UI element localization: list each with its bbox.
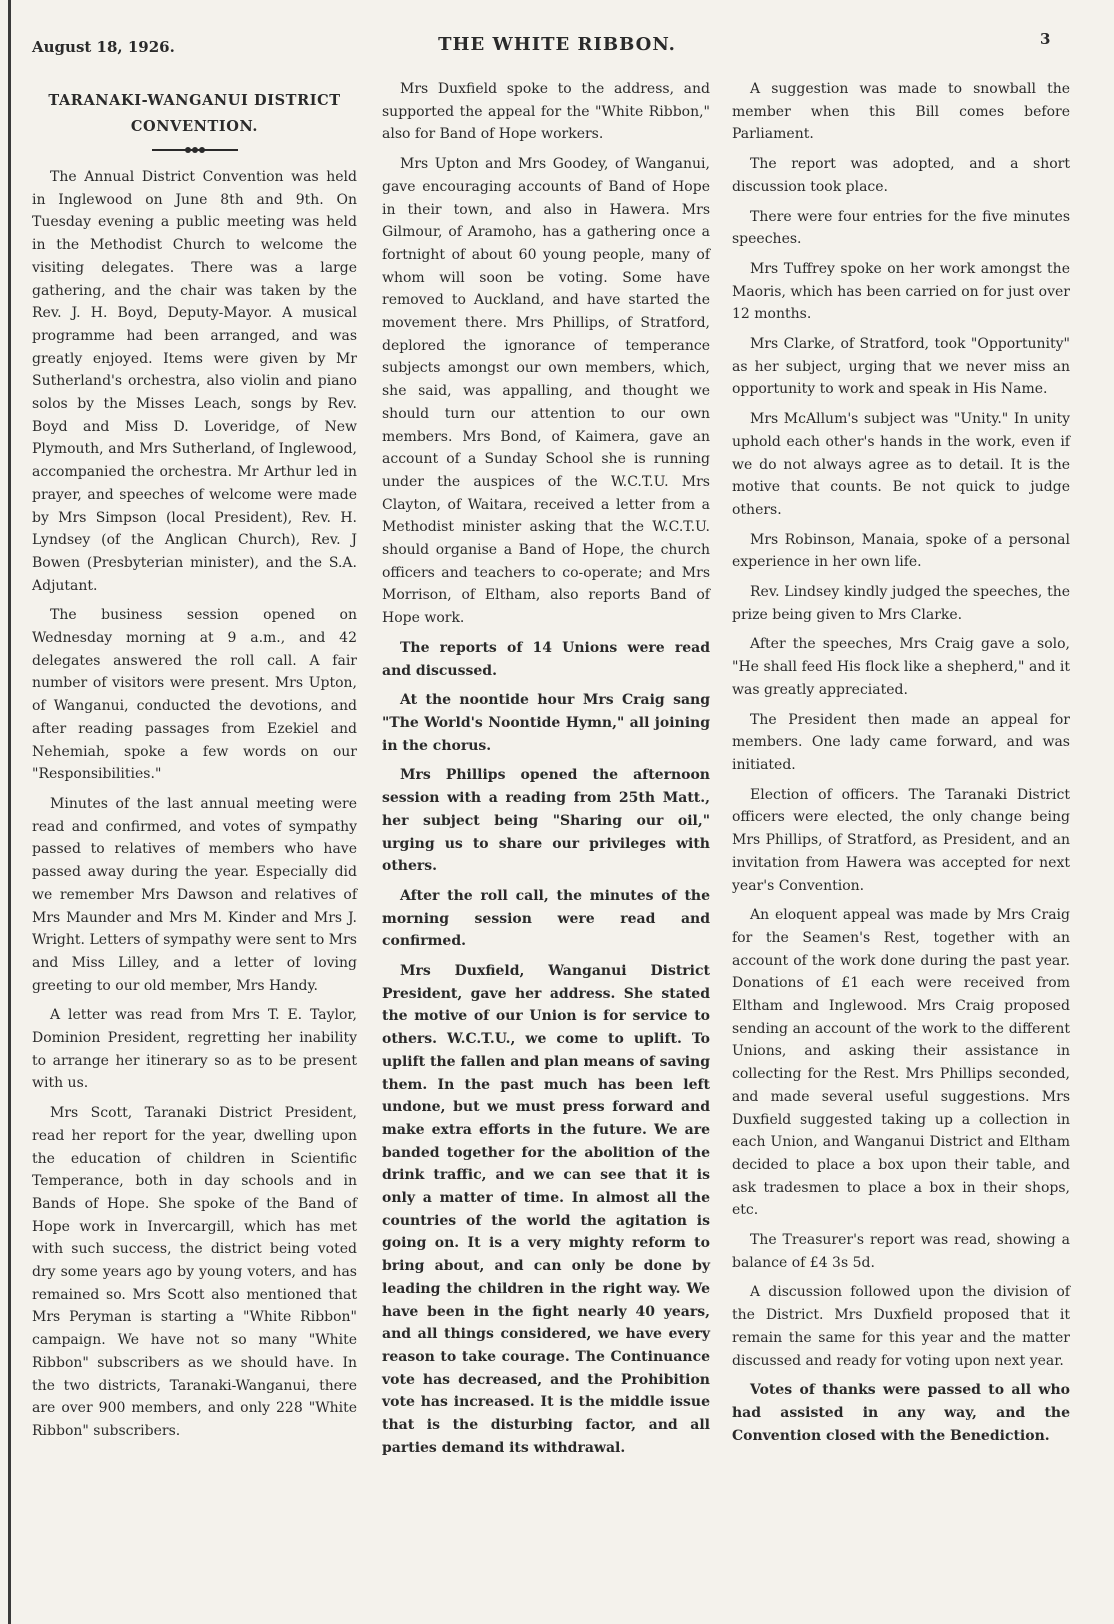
paragraph: Mrs Scott, Taranaki District President, read her report for the year, dwelling upon the education of children in Scientific Temperance, both in day schools and in Bands of Hope. She spoke of the Band of Hope work in Invercargill, which has met with such success, the district being voted dry some years ago by young voters, and has remained so. Mrs Scott also mentioned that Mrs Peryman is starting a "White Ribbon" campaign. We have not so many "White Ribbon" subscribers as we should have. In the two districts, Taranaki-Wanganui, there are over 900 members, and only 228 "White Ribbon" subscribers. [32, 1105, 357, 1439]
paragraph: After the roll call, the minutes of the morning session were read and confirmed. [382, 887, 710, 950]
paragraph: Mrs McAllum's subject was "Unity." In unity uphold each other's hands in the work, even if we do not always agree as to detail. It is the motive that counts. Be not quick to judge others. [732, 411, 1070, 518]
paragraph: The Annual District Convention was held in Inglewood on June 8th and 9th. On Tuesday evening a public meeting was held in the Methodist Church to welcome the visiting delegates. There was a large gathering, and the chair was taken by the Rev. J. H. Boyd, Deputy-Mayor. A musical programme had been arranged, and was greatly enjoyed. Items were given by Mr Sutherland's orchestra, also violin and piano solos by the Misses Leach, songs by Rev. Boyd and Miss D. Loveridge, of New Plymouth, and Mrs Sutherland, of Inglewood, accompanied the orchestra. Mr Arthur led in prayer, and speeches of welcome were made by Mrs Simpson (local President), Rev. H. Lyndsey (of the Anglican Church), Rev. J Bowen (Presbyterian minister), and the S.A. Adjutant. [32, 169, 357, 594]
page-edge-rule [8, 0, 11, 1624]
paragraph: Mrs Duxfield, Wanganui District President, gave her address. She stated the motive of our Union is for service to others. W.C.T.U., we come to uplift. To uplift the fallen and plan means of saving them. In the past much has been left undone, but we must press forward and make extra efforts in the future. We are banded together for the abolition of the drink traffic, and we can see that it is only a matter of time. In almost all the countries of the world the agitation is going on. It is a very mighty reform to bring about, and can only be done by leading the children in the right way. We have been in the fight nearly 40 years, and all things considered, we have every reason to take courage. The Continuance vote has decreased, and the Prohibition vote has increased. It is the middle issue that is the disturbing factor, and all parties demand its withdrawal. [382, 963, 710, 1456]
paragraph: A letter was read from Mrs T. E. Taylor, Dominion President, regretting her inability to arrange her itinerary so as to be present with us. [32, 1007, 357, 1092]
paragraph: Mrs Clarke, of Stratford, took "Opportunity" as her subject, urging that we never miss an opportunity to work and speak in His Name. [732, 336, 1070, 398]
paragraph: Rev. Lindsey kindly judged the speeches, the prize being given to Mrs Clarke. [732, 584, 1070, 623]
masthead-title: THE WHITE RIBBON. [438, 34, 676, 55]
paragraph: The President then made an appeal for members. One lady came forward, and was initiated. [732, 711, 1070, 773]
paragraph: Minutes of the last annual meeting were read and confirmed, and votes of sympathy passed to relatives of members who have passed away during the year. Especially did we remember Mrs Dawson and relatives of Mrs Maunder and Mrs M. Kinder and Mrs J. Wright. Letters of sympathy were sent to Mrs and Miss Lilley, and a letter of loving greeting to our old member, Mrs Handy. [32, 795, 357, 994]
paragraph: A discussion followed upon the division of the District. Mrs Duxfield proposed that it remain the same for this year and the matter discussed and ready for voting upon next year. [732, 1284, 1070, 1369]
page-number: 3 [1040, 30, 1051, 48]
column-1 [32, 78, 357, 1450]
paragraph: An eloquent appeal was made by Mrs Craig for the Seamen's Rest, together with an account of the work done during the past year. Donations of £1 each were received from Eltham and Inglewood. Mrs Craig proposed sending an account of the work to the different Unions, and asking their assistance in collecting for the Rest. Mrs Phillips seconded, and made several useful suggestions. Mrs Duxfield suggested taking up a collection in each Union, and Wanganui District and Eltham decided to place a box upon their table, and ask tradesmen to place a box in their shops, etc. [732, 907, 1070, 1219]
paragraph: At the noontide hour Mrs Craig sang "The World's Noontide Hymn," all joining in the chorus. [382, 692, 710, 754]
column-3 [732, 78, 1070, 1454]
paragraph: Mrs Tuffrey spoke on her work amongst the Maoris, which has been carried on for just over 12 months. [732, 260, 1070, 323]
column-2 [382, 78, 710, 1466]
paragraph: The reports of 14 Unions were read and discussed. [382, 639, 710, 679]
issue-date: August 18, 1926. [32, 38, 175, 56]
paragraph: The Treasurer's report was read, showing a balance of £4 3s 5d. [732, 1232, 1070, 1271]
paragraph: Votes of thanks were passed to all who had assisted in any way, and the Convention closed with the Benediction. [732, 1382, 1070, 1444]
paragraph: The business session opened on Wednesday morning at 9 a.m., and 42 delegates answered the roll call. A fair number of visitors were present. Mrs Upton, of Wanganui, conducted the devotions, and after reading passages from Ezekiel and Nehemiah, spoke a few words on our "Responsibilities." [32, 607, 357, 783]
paragraph: After the speeches, Mrs Craig gave a solo, "He shall feed His flock like a shepherd," and it was greatly appreciated. [732, 636, 1070, 698]
article-title-line-2: CONVENTION. [130, 118, 259, 135]
paragraph: There were four entries for the five minutes speeches. [732, 208, 1070, 248]
paragraph: Mrs Robinson, Manaia, spoke of a personal experience in her own life. [732, 531, 1070, 571]
title-ornament-divider [32, 146, 357, 154]
paragraph: Mrs Duxfield spoke to the address, and supported the appeal for the "White Ribbon," also for Band of Hope workers. [382, 81, 710, 143]
paragraph: The report was adopted, and a short discussion took place. [732, 156, 1070, 195]
article-title [32, 88, 357, 140]
paragraph: A suggestion was made to snowball the member when this Bill comes before Parliament. [732, 81, 1070, 143]
article-title-line-1: TARANAKI-WANGANUI DISTRICT [48, 92, 341, 109]
paragraph: Election of officers. The Taranaki District officers were elected, the only change being Mrs Phillips, of Stratford, as President, and an invitation from Hawera was accepted for next year's Convention. [732, 786, 1070, 894]
paragraph: Mrs Phillips opened the afternoon session with a reading from 25th Matt., her subject being "Sharing our oil," urging us to share our privileges with others. [382, 767, 710, 875]
paragraph: Mrs Upton and Mrs Goodey, of Wanganui, gave encouraging accounts of Band of Hope in their town, and also in Hawera. Mrs Gilmour, of Aramoho, has a gathering once a fortnight of about 60 young people, many of whom will soon be voting. Some have removed to Auckland, and have started the movement there. Mrs Phillips, of Stratford, deplored the ignorance of temperance subjects amongst our own members, which, she said, was appalling, and thought we should turn our attention to our own members. Mrs Bond, of Kaimera, gave an account of a Sunday School she is running under the auspices of the W.C.T.U. Mrs Clayton, of Waitara, received a letter from a Methodist minister asking that the W.C.T.U. should organise a Band of Hope, the church officers and teachers to co-operate; and Mrs Morrison, of Eltham, also reports Band of Hope work. [382, 156, 710, 627]
